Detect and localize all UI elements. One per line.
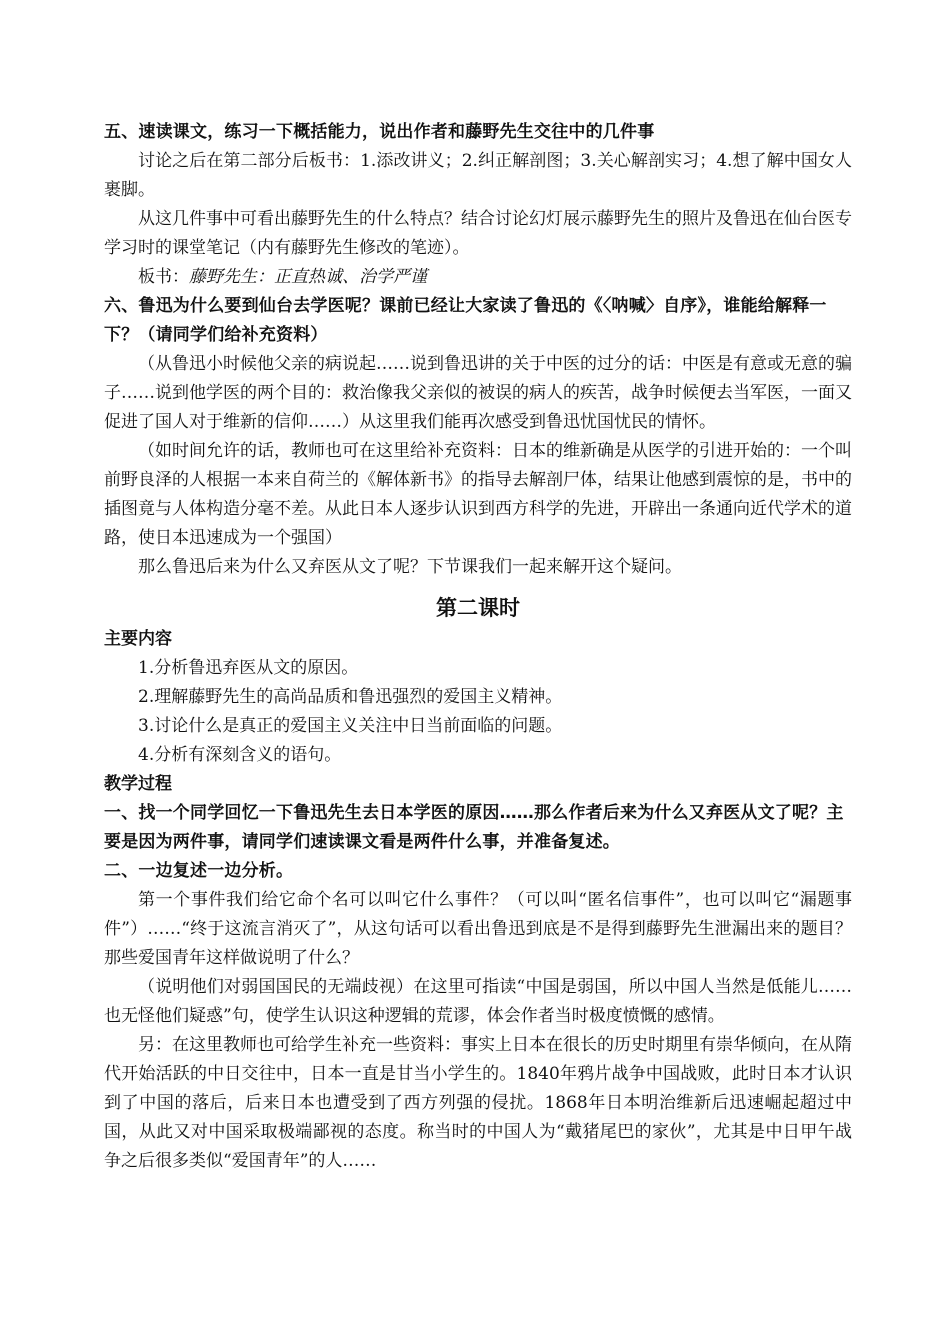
section6-paragraph-1: （从鲁迅小时候他父亲的病说起……说到鲁迅讲的关于中医的过分的话：中医是有意或无意的骗子……说到他学医的两个目的：救治像我父亲似的被误的病人的疾苦，战争时候便去当军医，一面又促进了国人对于维新的信仰……）从这里我们能再次感受到鲁迅忧国忧民的情怀。 — [104, 354, 852, 432]
document-page — [104, 118, 852, 1176]
content-item: 4.分析有深刻含义的语句。 — [138, 745, 342, 765]
process-label: 教学过程 — [104, 774, 172, 794]
section5-paragraph-1: 讨论之后在第二部分后板书：1.添改讲义；2.纠正解剖图；3.关心解剖实习；4.想了解中国女人裹脚。 — [104, 151, 852, 200]
lesson2-paragraph-3: 另：在这里教师也可给学生补充一些资料：事实上日本在很长的历史时期里有崇华倾向，在从隋代开始活跃的中日交往中，日本一直是甘当小学生的。1840年鸦片战争中国战败，此时日本才认识到了中国的落后，后来日本也遭受到了西方列强的侵扰。1868年日本明治维新后迅速崛起超过中国，从此又对中国采取极端鄙视的态度。称当时的中国人为“戴猪尾巴的家伙”，尤其是中日甲午战争之后很多类似“爱国青年”的人…… — [104, 1035, 852, 1171]
section5-board — [104, 263, 852, 292]
section5-paragraph-2: 从这几件事中可看出藤野先生的什么特点？结合讨论幻灯展示藤野先生的照片及鲁迅在仙台医专学习时的课堂笔记（内有藤野先生修改的笔迹）。 — [104, 209, 852, 258]
lesson2-title: 第二课时 — [436, 596, 520, 620]
content-item: 1.分析鲁迅弃医从文的原因。 — [138, 658, 359, 678]
step2-heading: 二、一边复述一边分析。 — [104, 861, 294, 881]
lesson2-paragraph-2: （说明他们对弱国国民的无端歧视）在这里可指读“中国是弱国，所以中国人当然是低能儿……也无怪他们疑惑”句，使学生认识这种逻辑的荒谬，体会作者当时极度愤慨的感情。 — [104, 977, 852, 1026]
section6-paragraph-3: 那么鲁迅后来为什么又弃医从文了呢？下节课我们一起来解开这个疑问。 — [138, 557, 682, 577]
section6-heading: 六、鲁迅为什么要到仙台去学医呢？课前已经让大家读了鲁迅的《〈呐喊〉自序》，谁能给解释一下？（请同学们给补充资料） — [104, 296, 827, 345]
lesson2-paragraph-1: 第一个事件我们给它命个名可以叫它什么事件？（可以叫“匿名信事件”，也可以叫它“漏题事件”）……“终于这流言消灭了”，从这句话可以看出鲁迅到底是不是得到藤野先生泄漏出来的题目？那些爱国青年这样做说明了什么？ — [104, 890, 852, 968]
main-content-label: 主要内容 — [104, 629, 172, 649]
board-text: 藤野先生：正直热诚、治学严谨 — [189, 267, 427, 287]
content-item: 2.理解藤野先生的高尚品质和鲁迅强烈的爱国主义精神。 — [138, 687, 563, 707]
section5-heading: 五、速读课文，练习一下概括能力，说出作者和藤野先生交往中的几件事 — [104, 122, 655, 142]
board-label: 板书： — [138, 267, 189, 287]
section6-paragraph-2: （如时间允许的话，教师也可在这里给补充资料：日本的维新确是从医学的引进开始的：一个叫前野良泽的人根据一本来自荷兰的《解体新书》的指导去解剖尸体，结果让他感到震惊的是，书中的插图竟与人体构造分毫不差。从此日本人逐步认识到西方科学的先进，开辟出一条通向近代学术的道路，使日本迅速成为一个强国） — [104, 441, 852, 548]
content-item: 3.讨论什么是真正的爱国主义关注中日当前面临的问题。 — [138, 716, 563, 736]
step1-heading: 一、找一个同学回忆一下鲁迅先生去日本学医的原因……那么作者后来为什么又弃医从文了呢？主要是因为两件事，请同学们速读课文看是两件什么事，并准备复述。 — [104, 803, 844, 852]
